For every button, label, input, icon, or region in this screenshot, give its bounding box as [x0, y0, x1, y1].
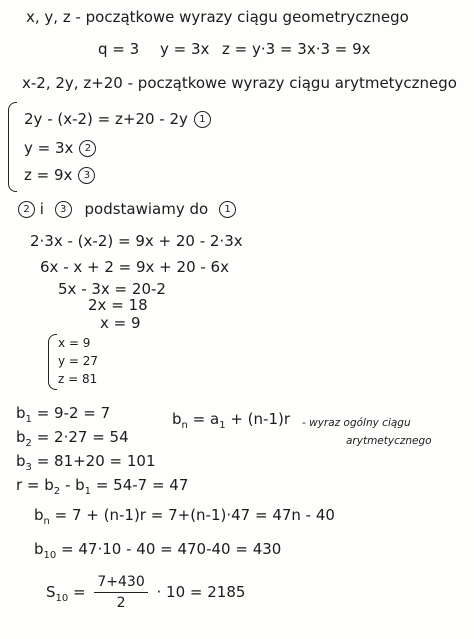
general-note-2: arytmetycznego [346, 435, 432, 447]
substitution-lead: 2 i 3 podstawiamy do 1 [18, 200, 236, 218]
y-expression: y = 3x [160, 40, 210, 58]
term-b1: $b_1 = 9-2 = 7$ [16, 404, 111, 425]
system-eq-2: y = 3x 2 [24, 139, 96, 157]
eq-mark-1: 1 [194, 111, 211, 128]
arithmetic-intro-line: x-2, 2y, z+20 - początkowe wyrazy ciągu arytmetycznego [22, 74, 457, 92]
system-eq-1: 2y - (x-2) = z+20 - 2y 1 [24, 110, 211, 128]
eq-mark-3: 3 [78, 167, 95, 184]
solution-y: y = 27 [58, 354, 99, 368]
step-5: x = 9 [100, 314, 141, 332]
eq-mark-2: 2 [79, 140, 96, 157]
geometric-intro-line: x, y, z - początkowe wyrazy ciągu geometrycznego [26, 8, 409, 26]
step-3: 5x - 3x = 20-2 [58, 280, 166, 298]
system-brace-2 [48, 334, 57, 390]
system-brace-1 [8, 102, 17, 192]
sum-s10: $S_{10}$ = $\frac{7+430}{2}$ · 10 = 2185 [46, 574, 246, 611]
solution-z: z = 81 [58, 372, 98, 386]
ratio-line: q = 3 [98, 40, 140, 58]
term-b2: $b_2 = 2\cdot 27 = 54$ [16, 428, 129, 449]
general-formula: $b_n = a_1 + (n-1)r$ [172, 410, 291, 431]
step-4: 2x = 18 [88, 296, 148, 314]
term-b3: $b_3 = 81+20 = 101$ [16, 452, 156, 473]
step-1: 2·3x - (x-2) = 9x + 20 - 2·3x [30, 232, 243, 250]
solution-x: x = 9 [58, 336, 91, 350]
z-expression: z = y·3 = 3x·3 = 9x [222, 40, 371, 58]
difference-r: $r = b_2 - b_1 = 54-7 = 47$ [16, 476, 189, 497]
term-bn: $b_n = 7 + (n-1)r = 7+(n-1)\cdot 47 = 47n - 40$ [34, 506, 335, 527]
sum-fraction: $\frac{7+430}{2}$ [94, 572, 147, 613]
system-eq-3: z = 9x 3 [24, 166, 95, 184]
general-note-1: - wyraz ogólny ciągu [302, 417, 411, 429]
term-b10: $b_{10} = 47\cdot 10 - 40 = 470-40 = 430$ [34, 540, 282, 561]
step-2: 6x - x + 2 = 9x + 20 - 6x [40, 258, 229, 276]
